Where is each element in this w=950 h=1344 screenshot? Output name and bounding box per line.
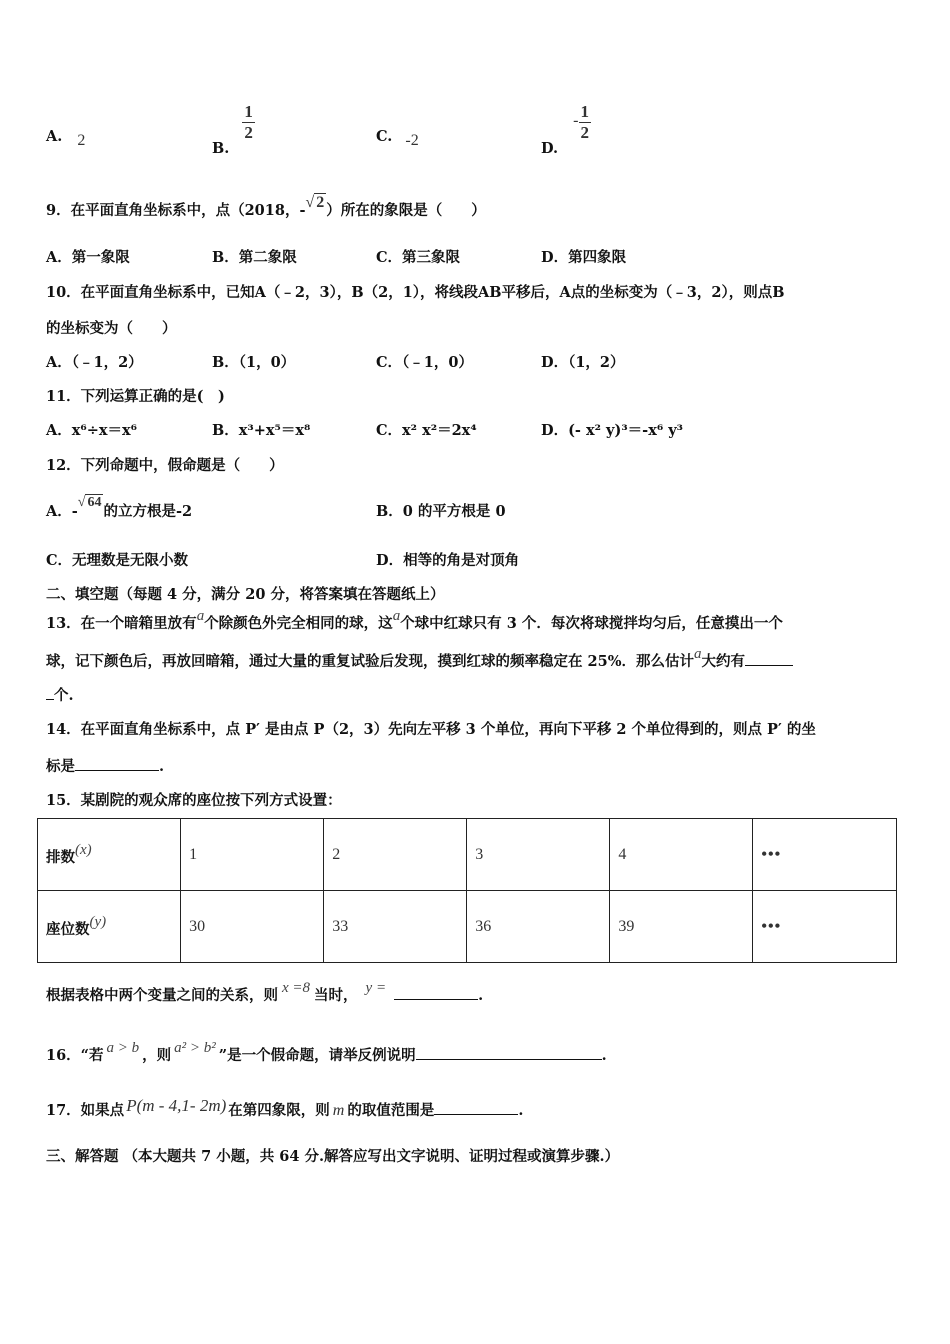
table-cell: 3 [467, 819, 610, 891]
q8-a-value: 2 [77, 132, 86, 149]
q10-option-b: B．（1，0） [212, 354, 296, 371]
q9-option-d: D．第四象限 [541, 249, 627, 266]
row-label-seats: 座位数(y) [38, 891, 181, 963]
q9-option-b: B．第二象限 [212, 249, 297, 266]
q14-answer-blank[interactable] [75, 756, 159, 771]
table-row-seats [38, 891, 897, 963]
table-cell: 39 [610, 891, 753, 963]
q13-line2: 球，记下颜色后，再放回暗箱，通过大量的重复试验后发现，摸到红球的频率稳定在 25%．那么估计a大约有 [46, 646, 793, 671]
q12-stem: 12．下列命题中，假命题是（ ） [46, 457, 284, 474]
table-cell: 2 [324, 819, 467, 891]
q15-condition: x =8 [282, 980, 311, 996]
q12-option-a: A．-√ 64的立方根是-2 [46, 495, 193, 520]
q10-option-a: A．（﹣1，2） [46, 354, 143, 371]
q13-line3: 个. [46, 684, 74, 705]
table-cell-ellipsis: ••• [753, 819, 897, 891]
table-cell: 4 [610, 819, 753, 891]
q9-option-c: C．第三象限 [376, 249, 461, 266]
q8-c-value: -2 [405, 132, 419, 149]
table-cell: 33 [324, 891, 467, 963]
seat-table [37, 818, 897, 963]
q8-option-c: C. -2 [376, 128, 419, 149]
q12-option-d: D．相等的角是对顶角 [376, 552, 520, 569]
q17-stem: 17．如果点 P(m - 4,1- 2m) 在第四象限，则 m 的取值范围是 . [46, 1096, 524, 1119]
q12-sqrt: √ 64 [77, 495, 102, 510]
q17-var-m: m [332, 1102, 345, 1119]
q16-condition-2: a² > b² [174, 1040, 216, 1056]
q17-point: P(m - 4,1- 2m) [126, 1096, 227, 1115]
q8-option-a: A. 2 [46, 128, 86, 149]
q17-answer-blank[interactable] [434, 1100, 518, 1115]
q10-stem-line2: 的坐标变为（ ） [46, 320, 177, 337]
q16-condition-1: a > b [106, 1040, 140, 1056]
q11-option-b: B．x³+x⁵＝x⁸ [212, 422, 311, 439]
q9-sqrt: √ 2 [305, 194, 325, 211]
row-var-y: (y) [89, 914, 107, 930]
q14-line1: 14．在平面直角坐标系中，点 P′ 是由点 P（2，3）先向左平移 3 个单位，再向下平移 2 个单位得到的，则点 P′ 的坐 [46, 721, 816, 738]
q9-stem: 9．在平面直角坐标系中，点（2018，-√ 2 ）所在的象限是（ ） [46, 194, 486, 219]
table-cell: 30 [181, 891, 324, 963]
q10-stem-line1: 10．在平面直角坐标系中，已知A（﹣2，3），B（2，1），将线段AB平移后，A点的坐标变为（﹣3，2），则点B [46, 284, 785, 301]
q8-b-fraction: $\frac{1}{2}$ [244, 102, 253, 142]
q15-y-equals: y = [365, 980, 387, 996]
q16-stem: 16．“若 a > b ，则 a² > b² ”是一个假命题，请举反例说明 . [46, 1040, 607, 1064]
q10-option-c: C．（﹣1，0） [376, 354, 473, 371]
row-label-rows: 排数(x) [38, 819, 181, 891]
q9-option-a: A．第一象限 [46, 249, 130, 266]
q8-option-b: B. $\frac{1}{2}$ [212, 102, 253, 157]
q13-answer-blank-cont[interactable] [46, 685, 54, 700]
q15-followup: 根据表格中两个变量之间的关系，则 x =8 当时， y = . [46, 980, 484, 1004]
section-3-heading: 三、解答题 （本大题共 7 小题，共 64 分.解答应写出文字说明、证明过程或演算步骤.） [46, 1148, 620, 1165]
table-cell-ellipsis: ••• [753, 891, 897, 963]
q11-option-d: D．(- x² y)³＝-x⁶ y³ [541, 422, 684, 439]
table-row-rows [38, 819, 897, 891]
q12-option-c: C．无理数是无限小数 [46, 552, 189, 569]
q13-answer-blank[interactable] [745, 651, 793, 666]
row-var-x: (x) [75, 842, 92, 858]
q11-option-a: A．x⁶÷x＝x⁶ [46, 422, 138, 439]
q15-stem: 15．某剧院的观众席的座位按下列方式设置： [46, 792, 342, 809]
q16-answer-blank[interactable] [416, 1045, 602, 1060]
section-2-heading: 二、填空题（每题 4 分，满分 20 分，将答案填在答题纸上） [46, 586, 445, 603]
table-cell: 1 [181, 819, 324, 891]
table-cell: 36 [467, 891, 610, 963]
q11-stem: 11．下列运算正确的是( ) [46, 388, 225, 405]
q14-line2: 标是 . [46, 758, 165, 775]
q8-d-fraction: $\frac{1}{2}$ [580, 102, 589, 142]
q11-option-c: C．x² x²＝2x⁴ [376, 422, 477, 439]
q8-option-d: D. - $\frac{1}{2}$ [541, 102, 589, 157]
q12-option-b: B．0 的平方根是 0 [376, 503, 506, 520]
q15-answer-blank[interactable] [394, 985, 478, 1000]
q13-line1: 13．在一个暗箱里放有a个除颜色外完全相同的球，这a个球中红球只有 3 个．每次将球搅拌均匀后，任意摸出一个 [46, 608, 783, 632]
q10-option-d: D．（1，2） [541, 354, 625, 371]
